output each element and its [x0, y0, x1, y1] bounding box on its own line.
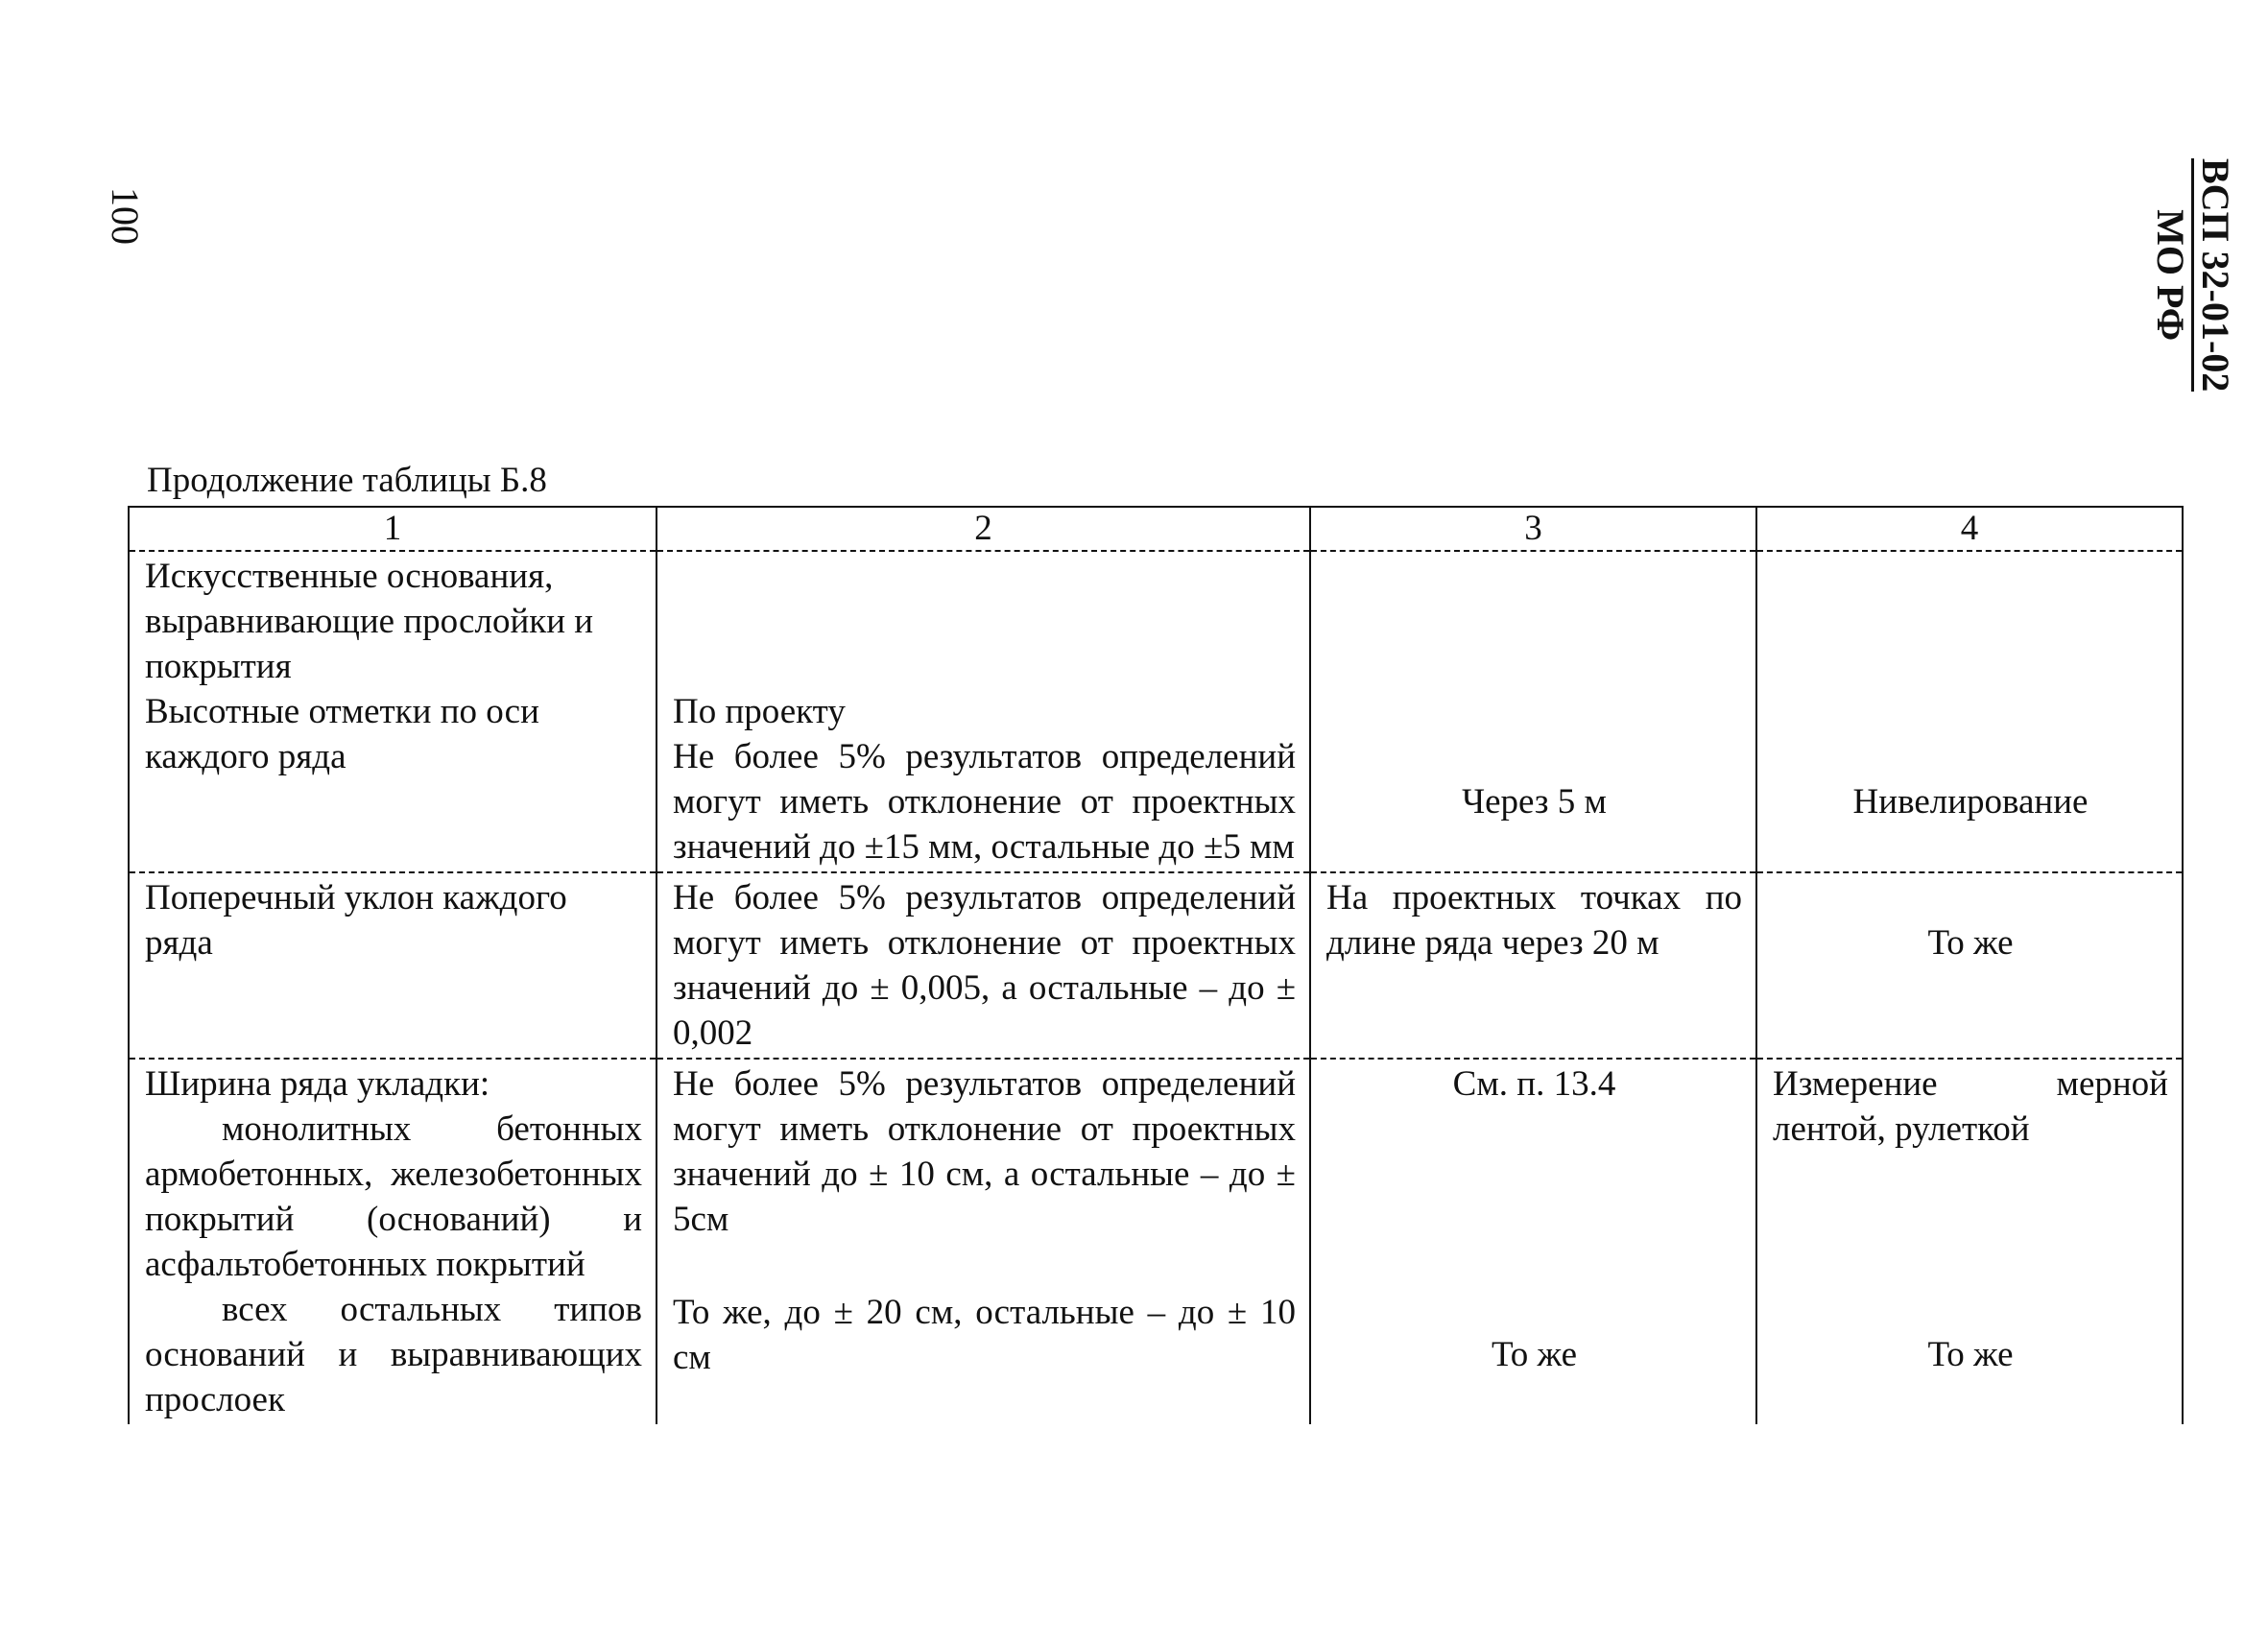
row3-subitem-concrete: монолитных бетонных армобетонных, железобетонных покрытий (оснований) и асфальтобетонных покрытий	[145, 1109, 642, 1284]
table-row	[129, 1059, 2183, 1424]
table-header-row	[129, 507, 2183, 551]
row1-col4	[1756, 551, 2183, 872]
row2-requirement: Не более 5% результатов определений могут иметь отклонение от проектных значений до ± 0,005, а остальные – до ± 0,002	[673, 878, 1296, 1053]
row3-frequency-concrete: См. п. 13.4	[1452, 1064, 1616, 1104]
column-header-2: 2	[657, 507, 1310, 551]
row1-method: Нивелирование	[1852, 782, 2089, 822]
row2-frequency: На проектных точках по длине ряда через 20 м	[1326, 878, 1742, 963]
requirements-table	[128, 506, 2184, 1424]
row2-parameter: Поперечный уклон каждого ряда	[145, 878, 567, 963]
row1-parameter: Высотные отметки по оси каждого ряда	[145, 692, 539, 776]
table-caption: Продолжение таблицы Б.8	[147, 461, 547, 500]
column-header-1: 1	[129, 507, 657, 551]
row1-col3	[1310, 551, 1756, 872]
row1-frequency: Через 5 м	[1462, 782, 1607, 822]
row3-method-concrete: Измерение мерной лентой, рулеткой	[1773, 1064, 2168, 1149]
table-row	[129, 872, 2183, 1059]
row1-requirement-title: По проекту	[673, 692, 846, 731]
row1-col2	[657, 551, 1310, 872]
row3-col1	[129, 1059, 657, 1424]
column-header-4: 4	[1756, 507, 2183, 551]
row2-col1	[129, 872, 657, 1059]
row3-col4	[1756, 1059, 2183, 1424]
row3-requirement-other: То же, до ± 20 см, остальные – до ± 10 см	[673, 1293, 1296, 1377]
table-row	[129, 551, 2183, 872]
section-heading: Искусственные основания, выравнивающие прослойки и покрытия	[145, 557, 594, 686]
row3-parameter-heading: Ширина ряда укладки:	[145, 1064, 490, 1104]
row3-requirement-concrete: Не более 5% результатов определений могут иметь отклонение от проектных значений до ± 10 см, а остальные – до ± 5см	[673, 1064, 1296, 1239]
row3-col2	[657, 1059, 1310, 1424]
row3-method-other: То же	[1927, 1335, 2014, 1374]
column-header-3: 3	[1310, 507, 1756, 551]
page-number: 100	[104, 187, 147, 245]
row2-method: То же	[1927, 923, 2014, 963]
row3-subitem-other: всех остальных типов оснований и выравнивающих прослоек	[145, 1290, 642, 1419]
row1-requirement-text: Не более 5% результатов определений могут иметь отклонение от проектных значений до ±15 мм, остальные до ±5 мм	[673, 737, 1296, 867]
row2-col3	[1310, 872, 1756, 1059]
row2-col4	[1756, 872, 2183, 1059]
document-code	[2149, 158, 2236, 392]
row2-col2	[657, 872, 1310, 1059]
document-code-org: МО РФ	[2149, 209, 2192, 342]
row1-col1	[129, 551, 657, 872]
document-code-main: ВСП 32-01-02	[2191, 158, 2236, 392]
row3-frequency-other: То же	[1491, 1335, 1578, 1374]
row3-col3	[1310, 1059, 1756, 1424]
